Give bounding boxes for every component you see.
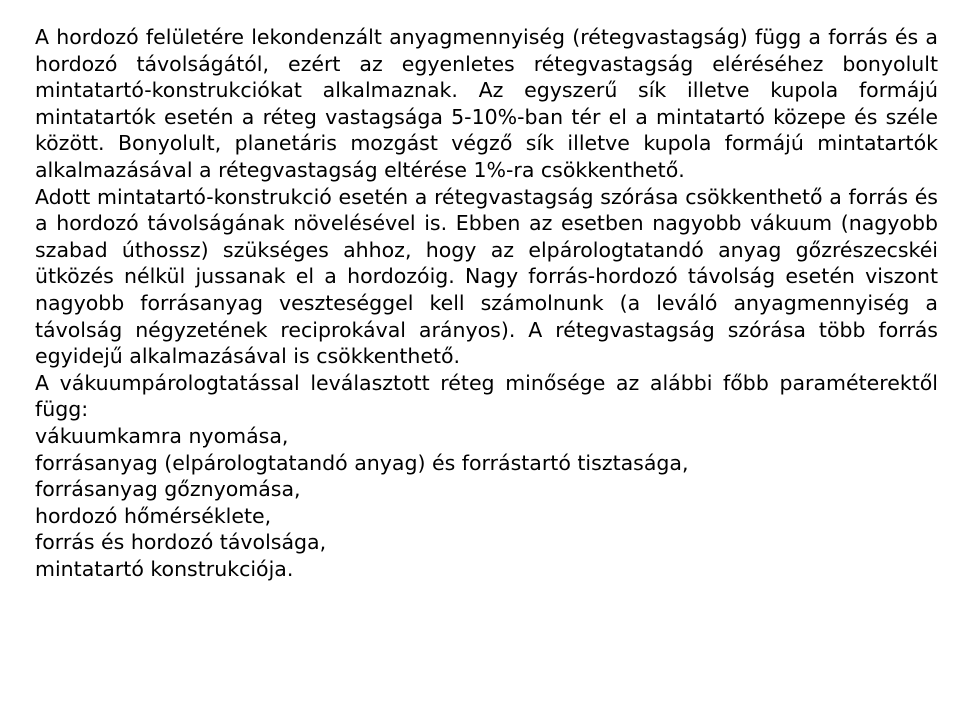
list-item: forrás és hordozó távolsága, bbox=[35, 530, 327, 555]
paragraph-uniformity: A hordozó felületére lekondenzált anyagmennyiség (rétegvastagság) függ a forrás és a hordozó távolságától, ezért az egyenletes rétegvastagság eléréséhez bonyolult mintatartó-konstrukciókat alkalmaznak. Az egyszerű sík illetve kupola formájú mintatartók esetén a réteg vastagsága 5-10%-ban tér el a mintatartó közepe és széle között. Bonyolult, planetáris mozgást végző sík illetve kupola formájú mintatartók alkalmazásával a rétegvastagság eltérése 1%-ra csökkenthető. bbox=[35, 25, 938, 182]
list-item: forrásanyag (elpárologtatandó anyag) és forrástartó tisztasága, bbox=[35, 450, 689, 475]
list-item: mintatartó konstrukciója. bbox=[35, 556, 294, 581]
list-item: hordozó hőmérséklete, bbox=[35, 503, 272, 528]
list-item: forrásanyag gőznyomása, bbox=[35, 477, 301, 502]
paragraph-quality-intro: A vákuumpárologtatással leválasztott réteg minősége az alábbi főbb paraméterektől függ: bbox=[35, 370, 938, 422]
document-body bbox=[35, 24, 938, 582]
parameter-list bbox=[35, 423, 938, 583]
paragraph-distance: Adott mintatartó-konstrukció esetén a rétegvastagság szórása csökkenthető a forrás és a hordozó távolságának növelésével is. Ebben az esetben nagyobb vákuum (nagyobb szabad úthossz) szükséges ahhoz, hogy az elpárologtatandó anyag gőzrészecskéi ütközés nélkül jussanak el a hordozóig. Nagy forrás-hordozó távolság esetén viszont nagyobb forrásanyag veszteséggel kell számolnunk (a leváló anyagmennyiség a távolság négyzetének reciprokával arányos). A rétegvastagság szórása több forrás egyidejű alkalmazásával is csökkenthető. bbox=[35, 184, 938, 369]
list-item: vákuumkamra nyomása, bbox=[35, 423, 289, 448]
